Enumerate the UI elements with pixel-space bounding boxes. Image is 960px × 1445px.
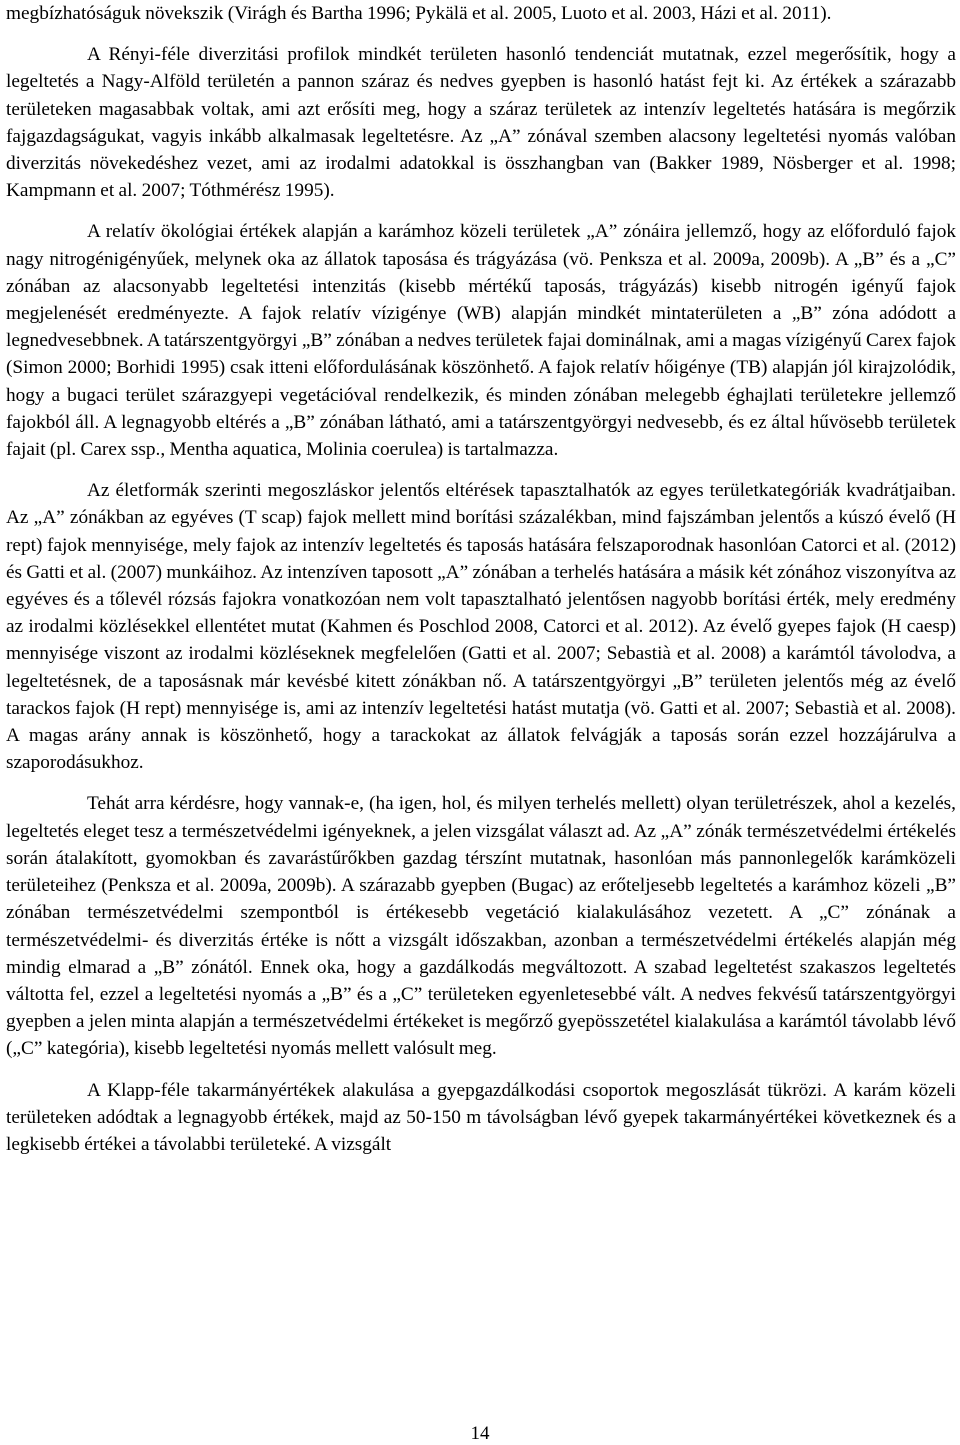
paragraph-conservation-conclusion: Tehát arra kérdésre, hogy vannak-e, (ha igen, hol, és milyen terhelés mellett) olyan területrészek, ahol a kezelés, legeltetés eleget tesz a természetvédelmi igényeknek, a jelen vizsgálat választ ad. Az „A” zónák természetvédelmi értékelés során átalakított, gyomokban és zavarástűrőkben gazdag térszínt mutatnak, hasonlóan más pannonlegelők karámközeli területeihez (Penksza et al. 2009a, 2009b). A szárazabb gyepben (Bugac) az erőteljesebb legeltetés a karámhoz közeli „B” zónában természetvédelmi szempontból is értékesebb vegetáció kialakulásához vezetett. A „C” zónának a természetvédelmi- és diverzitás értéke is nőtt a vizsgált időszakban, azonban a természetvédelmi értékelés alapján még mindig elmarad a „B” zónától. Ennek oka, hogy a gazdálkodás megváltozott. A szabad legeltetést szakaszos legeltetés váltotta fel, ezzel a legeltetési nyomás a „B” és a „C” területeken egyenletesebbé vált. A nedves fekvésű tatárszentgyörgyi gyepben a jelen minta alapján a természetvédelmi értékeket is megőrző gyepösszetétel kialakulása a karámtól távolabb lévő („C” kategória), kisebb legeltetési nyomás mellett valósult meg. [6, 793, 956, 1060]
paragraph-life-forms: Az életformák szerinti megoszláskor jelentős eltérések tapasztalhatók az egyes területkategóriák kvadrátjaiban. Az „A” zónákban az egyéves (T scap) fajok mellett mind borítási százalékban, mind fajszámban jelentős a kúszó évelő (H rept) fajok mennyisége, mely fajok az intenzív legeltetés és taposás hatására felszaporodnak hasonlóan Catorci et al. (2012) és Gatti et al. (2007) munkáihoz. Az intenzíven taposott „A” zónában a terhelés hatására a másik két zónához viszonyítva az egyéves és a tőlevél rózsás fajokra vonatkozóan nem volt tapasztalható jelentősen nagyobb borítási érték, mely eredmény az irodalmi közlésekkel ellentétet mutat (Kahmen és Poschlod 2008, Catorci et al. 2012). Az évelő gyepes fajok (H caesp) mennyisége viszont az irodalmi közléseknek megfelelően (Gatti et al. 2007; Sebastià et al. 2008) a karámtól távolodva, a legeltetésnek, de a taposásnak már kevésbé kitett zónákban nő. A tatárszentgyörgyi „B” területen jelentős még az évelő tarackos fajok (H rept) mennyisége is, ami az intenzív legeltetési hatást mutatja (vö. Gatti et al. 2007; Sebastià et al. 2008). A magas arány annak is köszönhető, hogy a tarackokat az állatok felvágják a taposás során ezzel hozzájárulva a szaporodásukhoz. [6, 480, 956, 774]
page-number: 14 [470, 1423, 490, 1444]
paragraph-continuation: megbízhatóságuk növekszik (Virágh és Bartha 1996; Pykälä et al. 2005, Luoto et al. 2003, Házi et al. 2011). [6, 3, 832, 24]
document-page [6, 0, 956, 1158]
paragraph-gap [6, 1063, 956, 1077]
paragraph-renyi-diversity: A Rényi-féle diverzitási profilok mindkét területen hasonló tendenciát mutatnak, ezzel megerősítik, hogy a legeltetés a Nagy-Alföld területén a pannon száraz és nedves gyepben is hasonló hatást fejt ki. Az értékek a szárazabb területeken magasabbak voltak, ami azt erősíti meg, hogy a száraz területek az intenzív legeltetés hatására is megőrzik fajgazdagságukat, vagyis inkább alkalmasak legeltetésre. Az „A” zónával szemben alacsony legeltetési nyomás valóban diverzitás növekedéshez vezet, ami az irodalmi adatokkal is összhangban van (Bakker 1989, Nösberger et al. 1998; Kampmann et al. 2007; Tóthmérész 1995). [6, 44, 956, 202]
paragraph-gap [6, 204, 956, 218]
paragraph-gap [6, 463, 956, 477]
paragraph-gap [6, 776, 956, 790]
paragraph-klapp-forage-values: A Klapp-féle takarmányértékek alakulása a gyepgazdálkodási csoportok megoszlását tükrözi. A karám közeli területeken adódtak a legnagyobb értékek, majd az 50-150 m távolságban lévő gyepek takarmányértékei következnek és a legkisebb értékei a távolabbi területeké. A vizsgált [6, 1079, 956, 1155]
paragraph-gap [6, 27, 956, 41]
paragraph-relative-ecological-values: A relatív ökológiai értékek alapján a karámhoz közeli területek „A” zónáira jellemző, hogy az előforduló fajok nagy nitrogénigényűek, melynek oka az állatok taposása és trágyázása (vö. Penksza et al. 2009a, 2009b). A „B” és a „C” zónában az alacsonyabb legeltetési intenzitás (kisebb mértékű taposás, trágyázás) kisebb nitrogén igényű fajok megjelenését eredményezte. A fajok relatív vízigénye (WB) alapján mindkét mintaterületen a „B” zóna adódott a legnedvesebbnek. A tatárszentgyörgyi „B” zónában a nedves területek fajai dominálnak, ami a magas vízigényű Carex fajok (Simon 2000; Borhidi 1995) csak itteni előfordulásának köszönhető. A fajok relatív hőigénye (TB) alapján jól kirajzolódik, hogy a bugaci terület szárazgyepi vegetációval rendelkezik, és minden zónában melegebb éghajlati területekre jellemző fajokból áll. A legnagyobb eltérés a „B” zónában látható, ami a tatárszentgyörgyi nedvesebb, és ez által hűvösebb területek fajait (pl. Carex ssp., Mentha aquatica, Molinia coerulea) is tartalmazza. [6, 221, 956, 461]
